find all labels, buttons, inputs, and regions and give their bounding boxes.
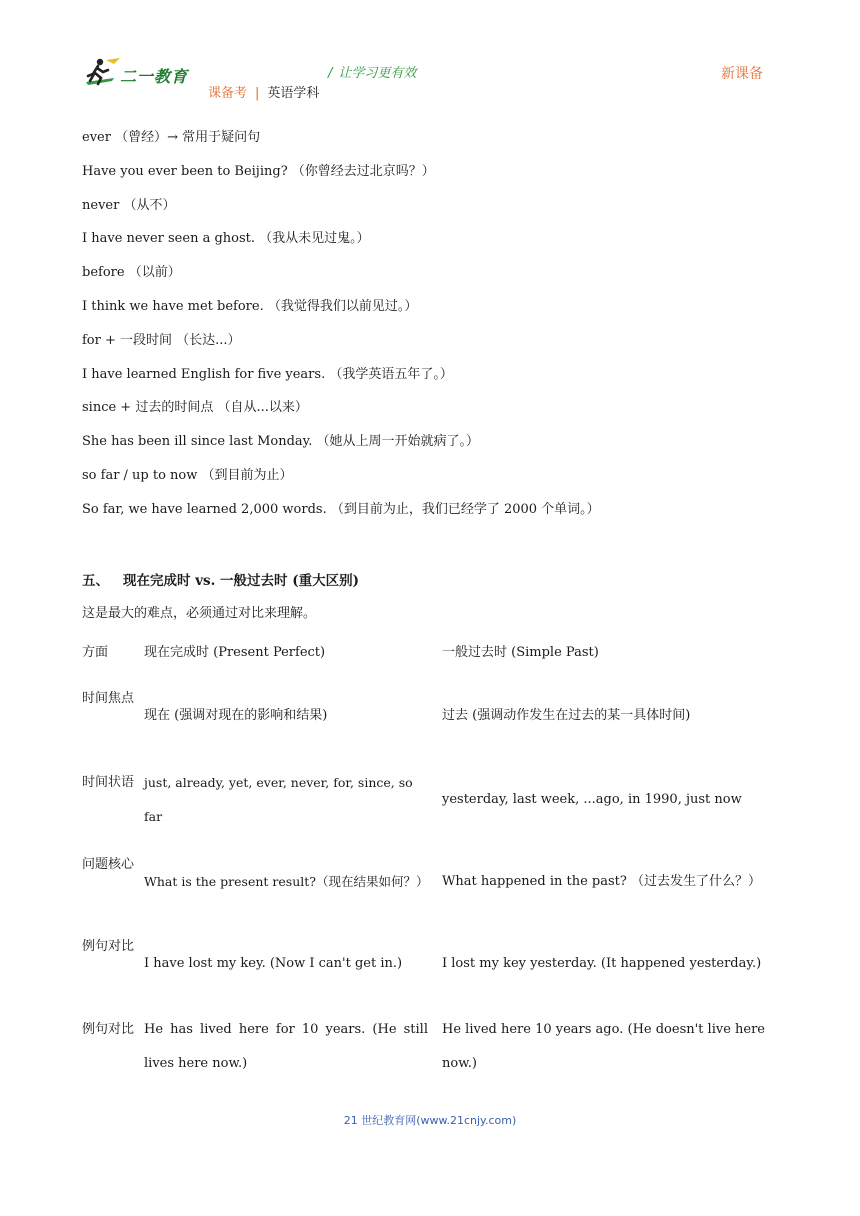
table-cell: [442, 766, 782, 834]
table-cell: [442, 930, 782, 998]
table-cell: [144, 848, 428, 916]
cell-text: I lost my key yesterday. (It happened yesterday.): [442, 956, 762, 971]
text-line: so far / up to now （到目前为止）: [82, 467, 293, 483]
table-header-cell: 现在完成时 (Present Perfect): [144, 645, 326, 660]
table-header-row: [82, 636, 782, 672]
comparison-table: [82, 636, 782, 1071]
slogan: / 让学习更有效: [328, 66, 417, 81]
category-label: 课备考: [208, 86, 248, 101]
text-line: I have learned English for five years. （我学英语五年了。）: [82, 366, 453, 382]
table-cell: [442, 848, 782, 916]
page-header: [0, 0, 860, 110]
header-subtitle: [208, 82, 319, 101]
table-cell: [442, 1013, 782, 1081]
logo-text: 二一教育: [120, 67, 189, 86]
cell-text: What happened in the past? （过去发生了什么？）: [442, 874, 761, 889]
section-intro: 这是最大的难点，必须通过对比来理解。: [82, 606, 317, 621]
table-header-cell: 一般过去时 (Simple Past): [442, 645, 599, 660]
table-cell: [144, 766, 428, 834]
header-tag: 新课备: [721, 66, 763, 82]
text-line: since + 过去的时间点 （自从...以来）: [82, 400, 308, 416]
cell-text: yesterday, last week, ...ago, in 1990, just now: [442, 792, 742, 807]
slogan-text: 让学习更有效: [338, 66, 417, 81]
table-row: [82, 766, 782, 834]
table-cell: [144, 930, 428, 998]
adverb-list: [82, 128, 782, 534]
table-cell: [144, 682, 428, 750]
table-cell-aspect: 时间焦点: [82, 691, 135, 706]
cell-text: 现在 (强调对现在的影响和结果): [144, 708, 328, 723]
table-cell-aspect: 问题核心: [82, 857, 135, 872]
text-line: Have you ever been to Beijing? （你曾经去过北京吗？）: [82, 163, 435, 179]
text-line: before （以前）: [82, 265, 181, 281]
section-title-text: 现在完成时 vs. 一般过去时 (重大区别): [123, 573, 360, 589]
text-line: ever （曾经）→ 常用于疑问句: [82, 130, 261, 145]
page-footer: 21 世纪教育网(www.21cnjy.com): [343, 1114, 517, 1127]
cell-text: He lived here 10 years ago. (He doesn't live here now.): [442, 1022, 766, 1071]
text-line: never （从不）: [82, 197, 176, 213]
text-line: So far, we have learned 2,000 words. （到目前为止，我们已经学了 2000 个单词。）: [82, 501, 600, 517]
subject-label: 英语学科: [267, 86, 320, 101]
table-cell-aspect: 例句对比: [82, 1022, 135, 1037]
cell-text: 过去 (强调动作发生在过去的某一具体时间): [442, 708, 691, 723]
section-number: 五、: [82, 573, 109, 589]
cell-text: What is the present result?（现在结果如何？）: [144, 874, 429, 889]
table-row: [82, 848, 782, 916]
table-row: [82, 1013, 782, 1081]
text-line: She has been ill since last Monday. （她从上周一开始就病了。）: [82, 434, 480, 450]
section-heading: [82, 569, 359, 589]
table-cell-aspect: 例句对比: [82, 939, 135, 954]
text-line: for + 一段时间 （长达...）: [82, 332, 241, 348]
text-line: I think we have met before. （我觉得我们以前见过。）: [82, 298, 418, 314]
cell-text: just, already, yet, ever, never, for, since, so far: [144, 775, 413, 824]
table-cell-aspect: 时间状语: [82, 775, 135, 790]
cell-text: I have lost my key. (Now I can't get in.): [144, 956, 403, 971]
table-header-cell: 方面: [82, 645, 109, 660]
table-cell: He has lived here for 10 years. (He still lives here now.): [144, 1022, 428, 1071]
table-row: [82, 682, 782, 750]
text-line: I have never seen a ghost. （我从未见过鬼。）: [82, 231, 370, 247]
header-separator: |: [255, 86, 260, 101]
table-cell: [442, 682, 782, 750]
table-row: [82, 930, 782, 998]
